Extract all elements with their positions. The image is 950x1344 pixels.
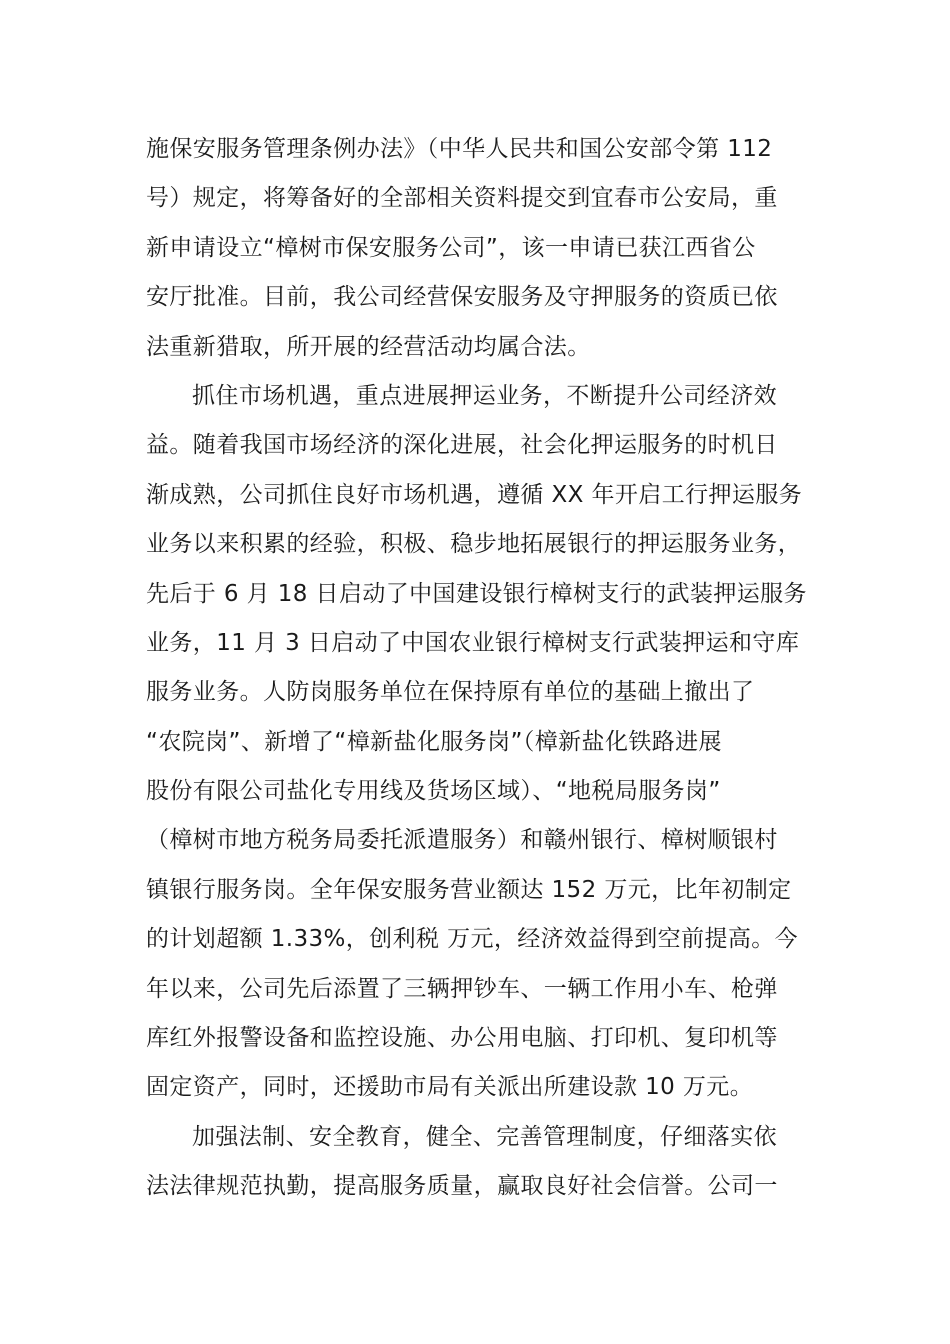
text-line: （樟树市地方税务局委托派遣服务）和赣州银行、樟树顺银村 [146,827,778,854]
text-line: 先后于 6 月 18 日启动了中国建设银行樟树支行的武装押运服务 [146,580,807,607]
text-line: 的计划超额 1.33%，创利税 万元，经济效益得到空前提高。今 [146,926,799,953]
text-line: 业务，11 月 3 日启动了中国农业银行樟树支行武装押运和守库 [146,629,800,656]
text-line: 号）规定，将筹备好的全部相关资料提交到宜春市公安局，重 [146,185,778,212]
text-line: 新申请设立“樟树市保安服务公司”，该一申请已获江西省公 [146,234,756,261]
text-line: 施保安服务管理条例办法》（中华人民共和国公安部令第 112 [146,136,773,162]
text-line: 年以来，公司先后添置了三辆押钞车、一辆工作用小车、枪弹 [146,975,778,1002]
paragraph-start-line: 加强法制、安全教育，健全、完善管理制度，仔细落实依 [192,1123,777,1150]
text-line: 镇银行服务岗。全年保安服务营业额达 152 万元，比年初制定 [146,876,792,903]
text-line: 服务业务。人防岗服务单位在保持原有单位的基础上撤出了 [146,679,755,706]
paragraph-start-line: 抓住市场机遇，重点进展押运业务，不断提升公司经济效 [192,382,777,409]
text-line: 法法律规范执勤，提高服务质量，赢取良好社会信誉。公司一 [146,1173,778,1200]
document-body [146,125,810,1212]
text-line: 法重新猎取，所开展的经营活动均属合法。 [146,333,591,360]
text-line: 益。随着我国市场经济的深化进展，社会化押运服务的时机日 [146,432,778,459]
text-line: 股份有限公司盐化专用线及货场区域）、“地税局服务岗” [146,778,721,805]
text-line: 渐成熟，公司抓住良好市场机遇，遵循 XX 年开启工行押运服务 [146,481,803,508]
text-line: 固定资产，同时，还援助市局有关派出所建设款 10 万元。 [146,1074,754,1101]
text-line: 业务以来积累的经验，积极、稳步地拓展银行的押运服务业务， [146,531,802,558]
text-line: 安厅批准。目前，我公司经营保安服务及守押服务的资质已依 [146,284,778,311]
text-line: “农院岗”、新增了“樟新盐化服务岗”（樟新盐化铁路进展 [146,728,722,755]
text-line: 库红外报警设备和监控设施、办公用电脑、打印机、复印机等 [146,1025,778,1052]
